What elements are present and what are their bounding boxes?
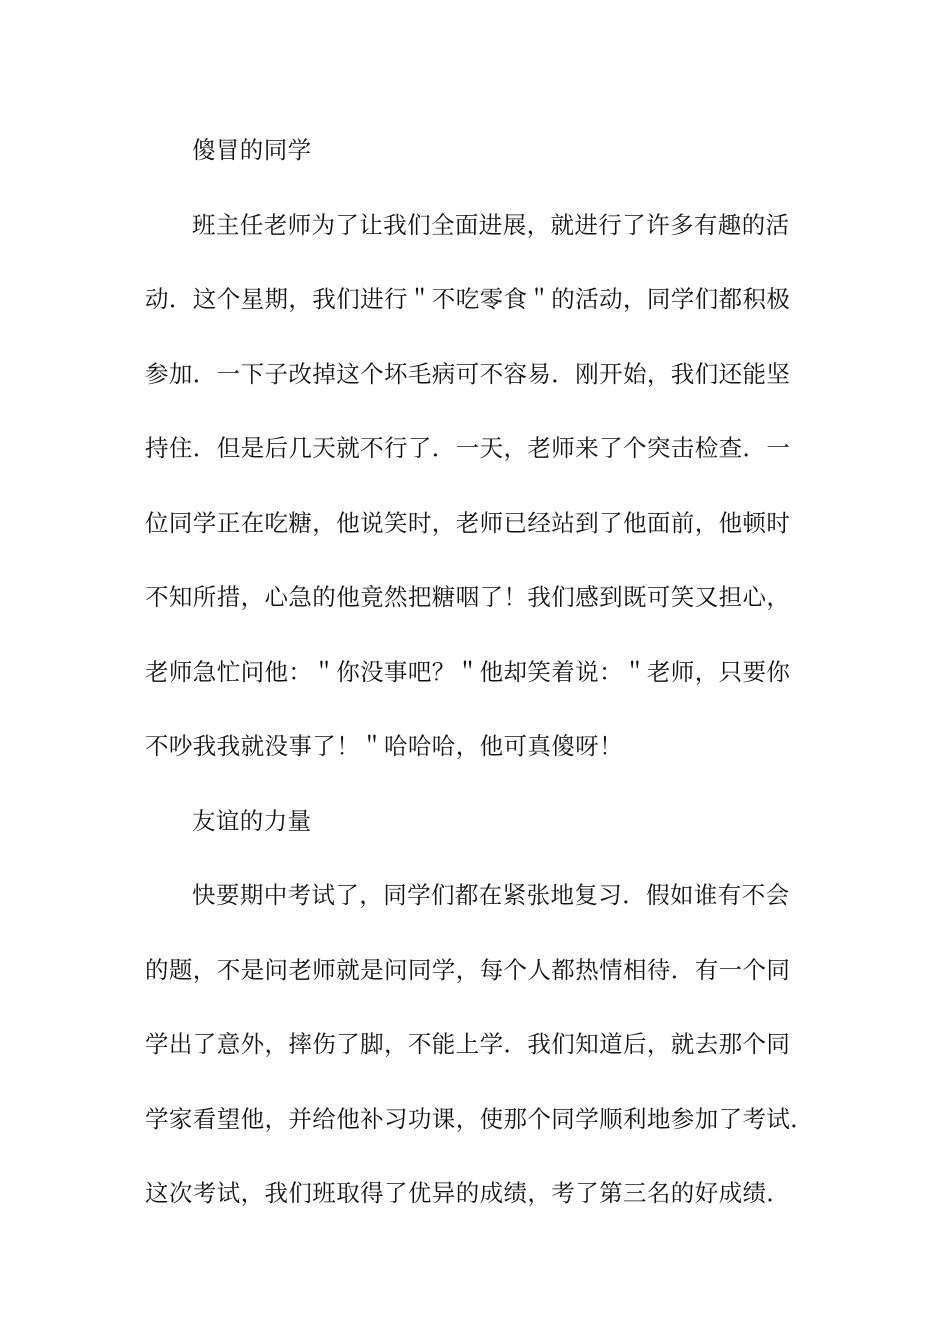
paragraph-line: 老师急忙问他：＂你没事吧？＂他却笑着说：＂老师，只要你	[145, 657, 791, 686]
paragraph-line: 班主任老师为了让我们全面进展，就进行了许多有趣的活	[192, 210, 790, 239]
paragraph-line: 参加．一下子改掉这个坏毛病可不容易．刚开始，我们还能坚	[145, 359, 791, 388]
paragraph-line: 快要期中考试了，同学们都在紧张地复习．假如谁有不会	[192, 881, 790, 909]
paragraph-line: 的题，不是问老师就是问同学，每个人都热情相待．有一个同	[145, 955, 791, 984]
section-title: 友谊的力量	[192, 806, 312, 835]
paragraph-line: 位同学正在吃糖，他说笑时，老师已经站到了他面前，他顿时	[145, 508, 791, 537]
section-title: 傻冒的同学	[192, 136, 312, 164]
paragraph-line: 不吵我我就没事了！＂哈哈哈，他可真傻呀！	[145, 732, 623, 760]
paragraph-line: 学家看望他，并给他补习功课，使那个同学顺利地参加了考试．	[145, 1104, 815, 1133]
paragraph-line: 这次考试，我们班取得了优异的成绩，考了第三名的好成绩．	[145, 1179, 791, 1207]
paragraph-line: 持住．但是后几天就不行了．一天，老师来了个突击检查．一	[145, 434, 791, 462]
paragraph-line: 不知所措，心急的他竟然把糖咽了！我们感到既可笑又担心，	[145, 583, 791, 611]
paragraph-line: 动．这个星期，我们进行＂不吃零食＂的活动，同学们都积极	[145, 285, 791, 313]
paragraph-line: 学出了意外，摔伤了脚，不能上学．我们知道后，就去那个同	[145, 1030, 791, 1058]
essay-text	[145, 128, 815, 1246]
